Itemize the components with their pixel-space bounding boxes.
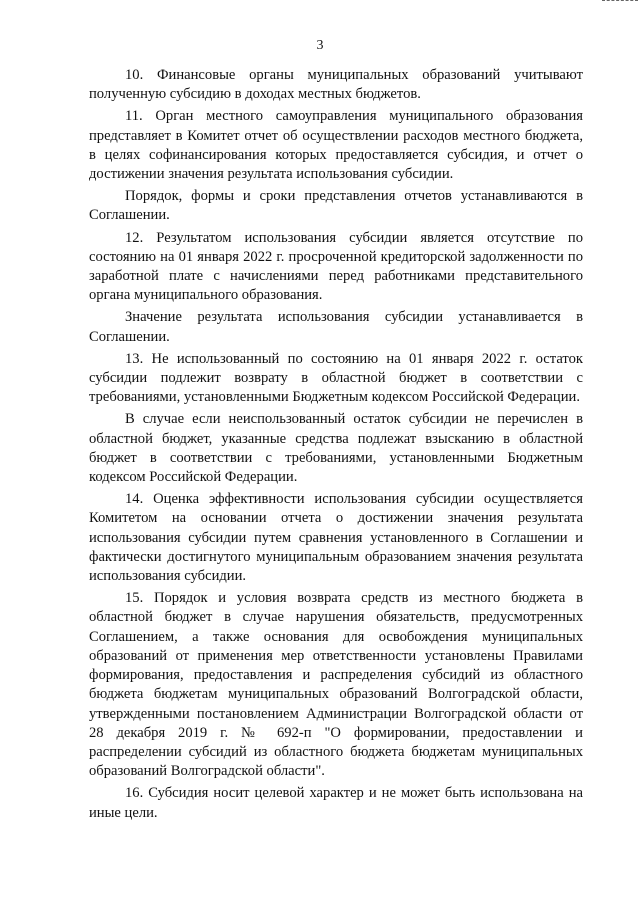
paragraph-13: 13. Не использованный по состоянию на 01 января 2022 г. остаток субсидии подлежит возврату в областной бюджет в соответствии с требованиями, установленными Бюджетным кодексом Российской Федерации. (89, 350, 583, 406)
paragraph-12-value: Значение результата использования субсидии устанавливается в Соглашении. (89, 309, 583, 345)
paragraph-13-recovery: В случае если неиспользованный остаток субсидии не перечислен в областной бюджет, указанные средства подлежат взысканию в областной бюджет в соответствии с требованиями, установленными Бюджетным кодексом Российской Федерации. (89, 411, 583, 486)
document-body (89, 66, 583, 826)
paragraph-15: 15. Порядок и условия возврата средств из местного бюджета в областной бюджет в случае нарушения обязательств, предусмотренных Соглашением, а также основания для освобождения муниципальных образований от применения мер ответственности установлены Правилами формирования, предоставления и распределения субсидий из областного бюджета бюджетам муниципальных образований Волгоградской области, утвержденными постановлением Администрации Волгоградской области от 28 декабря 2019 г. № 692-п "О формировании, предоставлении и распределении субсидий из областного бюджета бюджетам муниципальных образований Волгоградской области". (89, 590, 583, 780)
paragraph-12: 12. Результатом использования субсидии является отсутствие по состоянию на 01 января 2022 г. просроченной кредиторской задолженности по заработной плате с начислениями перед работниками представительного органа муниципального образования. (89, 229, 583, 304)
page-number: 3 (316, 38, 324, 53)
paragraph-16: 16. Субсидия носит целевой характер и не может быть использована на иные цели. (89, 785, 583, 821)
paragraph-14: 14. Оценка эффективности использования субсидии осуществляется Комитетом на основании отчета о достижении значения результата использования субсидии путем сравнения установленного в Соглашении и фактически достигнутого муниципальным образованием значения результата использования субсидии. (89, 491, 583, 585)
scan-corner-mark (602, 0, 638, 4)
paragraph-11-reports: Порядок, формы и сроки представления отчетов устанавливаются в Соглашении. (89, 188, 583, 224)
paragraph-11: 11. Орган местного самоуправления муниципального образования представляет в Комитет отчет об осуществлении расходов местного бюджета, в целях софинансирования которых предоставляется субсидия, и отчет о достижении значения результата использования субсидии. (89, 108, 583, 183)
paragraph-10: 10. Финансовые органы муниципальных образований учитывают полученную субсидию в доходах местных бюджетов. (89, 67, 583, 103)
